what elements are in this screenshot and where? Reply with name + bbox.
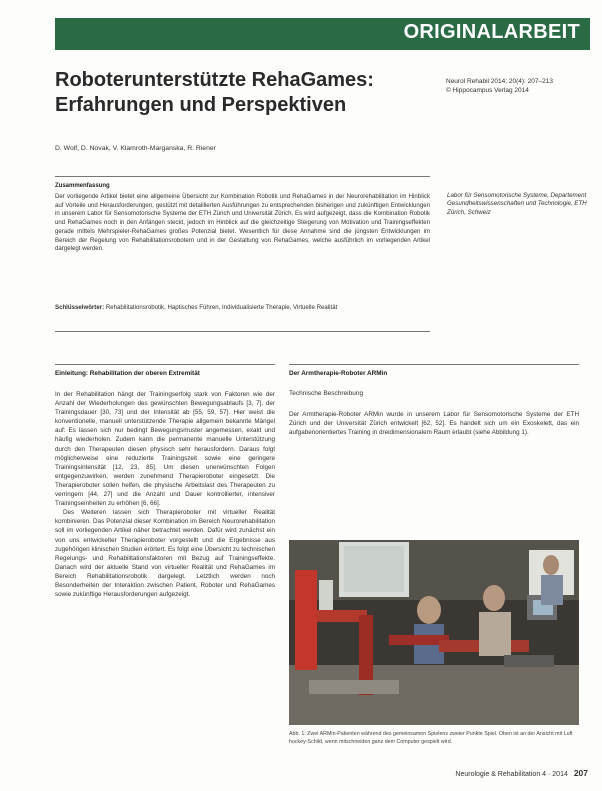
abstract-top-rule — [55, 176, 430, 177]
armin-heading: Der Armtherapie-Roboter ARMin — [289, 370, 388, 377]
left-column-text — [55, 390, 275, 599]
journal-publisher: © Hippocampus Verlag 2014 — [446, 87, 529, 94]
banner-label: ORIGINALARBEIT — [403, 21, 580, 43]
intro-heading: Einleitung: Rehabilitation der oberen Extremität — [55, 370, 200, 377]
author-list: D. Wolf, D. Novak, V. Klamroth-Marganska, R. Riener — [55, 145, 216, 152]
armin-paragraph: Der Armtherapie-Roboter ARMin wurde in unserem Labor für Sensomotorische Systeme der ETH Zürich und der Universität Zürich entwickelt [62, 52]. Es handelt sich um ein Exoskelett, das ein aufgabenorientiertes Training in dreidimensionalem Raum erlaubt (siehe Abbildung 1). — [289, 411, 579, 437]
abstract-bottom-rule — [55, 331, 430, 332]
abstract-heading: Zusammenfassung — [55, 183, 110, 189]
armin-subheading: Technische Beschreibung — [289, 390, 364, 397]
author-affiliation: Labor für Sensomotorische Systeme, Departement Gesundheitswissenschaften und Technologie, ETH Zürich, Schweiz — [447, 192, 587, 216]
title-line-1: Roboterunterstützte RehaGames: — [55, 69, 374, 91]
journal-citation: Neurol Rehabil 2014; 20(4): 207–213 — [446, 78, 553, 85]
keywords-text: Rehabilitationsrobotik, Haptisches Führen, Individualisierte Therapie, Virtuelle Realität — [105, 304, 338, 311]
page-number: 207 — [573, 768, 588, 778]
left-section-rule — [55, 364, 275, 365]
intro-paragraph-2: Des Weiteren lassen sich Therapieroboter mit virtueller Realität kombinieren. Das Potenzial dieser Kombination im Bereich Neurorehabilitation soll im vorliegenden Artikel näher betrachtet werden. Dafür wird zunächst ein von uns entwickelter Therapieroboter vorgestellt und die Ergebnisse aus zugehörigen klinischen Studien erörtert. Es folgt eine Übersicht zu technischen Regelungs- und Rehabilitationsfaktoren mit Bezug auf Trainingseffekte. Danach wird der aktuelle Stand von virtueller Realität und RehaGames im Bereich Rehabilitationsrobotik dargelegt. Letztlich werden noch Besonderheiten der Interaktion zwischen Patient, Roboter und RehaGames sowie zukünftige Herausforderungen aufgezeigt. — [55, 509, 275, 599]
figure-photo — [289, 540, 579, 725]
journal-reference — [446, 77, 586, 95]
intro-paragraph-1: In der Rehabilitation hängt der Trainingserfolg stark von Faktoren wie der Anzahl der Wiederholungen des gewünschten Bewegungsablaufs [3, 7], der Trainingsdauer [30, 73] und der Intensität ab [55, 59, 57]. Hier weist die konventionelle, manuell unterstützende Therapie allgemein bekannte Mängel auf: Es lassen sich nur bedingt Bewegungsmuster angemessen, exakt und häufig wiederholen. Zudem kann die permanente manuelle Unterstützung durch den Therapeuten diesen physisch sehr herausfordern. Daraus folgt möglicherweise eine reduzierte Trainingszeit sowie eine geringere Trainingsintensität [12, 23, 85]. Um diesen unerwünschten Folgen entgegenzuwirken, werden zunehmend Therapieroboter eingesetzt. Die Therapieroboter sollen helfen, die physische Arbeitslast des Therapeuten zu verringern [44, 27] und die Anzahl und Dauer kontrollierter, intensiver Trainingseinheiten zu erhöhen [6, 66]. — [55, 391, 275, 508]
figure-caption: Abb. 1: Zwei ARMin-Patienten während des gemeinsamen Spielens zweier Punkte Spiel. Oben ist an der Ansicht mit Luft hockey-Schild, wenn mitschneiden ganz dem Computer gespielt wird. — [289, 731, 573, 745]
section-banner — [55, 18, 590, 50]
keywords — [55, 304, 430, 313]
page-footer — [455, 768, 588, 778]
keywords-label: Schlüsselwörter: — [55, 304, 105, 311]
footer-journal: Neurologie & Rehabilitation 4 · 2014 — [455, 771, 568, 778]
article-title — [55, 68, 385, 118]
right-section-rule — [289, 364, 579, 365]
abstract-body: Der vorliegende Artikel bietet eine allgemeine Übersicht zur Kombination Robotik und RehaGames in der Neurorehabilitation im Hinblick auf Vorteile und Herausforderungen, gestützt mit detaillierten Ausführungen zu entsprechenden bisherigen und zukünftigen Entwicklungen in unserem Labor für Sensomotorische Systeme der ETH Zürich und Universität Zürich. Es wird aufgezeigt, dass die Kombination Robotik und RehaGames noch in den Anfängen steckt, jedoch im Hinblick auf die gleichzeitige Steigerung von Motivation und Trainingseffekten gerade mittels Mehrspieler-RehaGames großes Potenzial bietet. Wesentlich für diese Annahme sind die jüngsten Entwicklungen im Bereich der Regelung von Rehabilitationsrobotern und in der Gestaltung von RehaGames, welche ausführlich im vorliegenden Artikel dargelegt werden. — [55, 193, 430, 253]
armin-robot-photo — [289, 540, 579, 725]
title-line-2: Erfahrungen und Perspektiven — [55, 94, 347, 116]
